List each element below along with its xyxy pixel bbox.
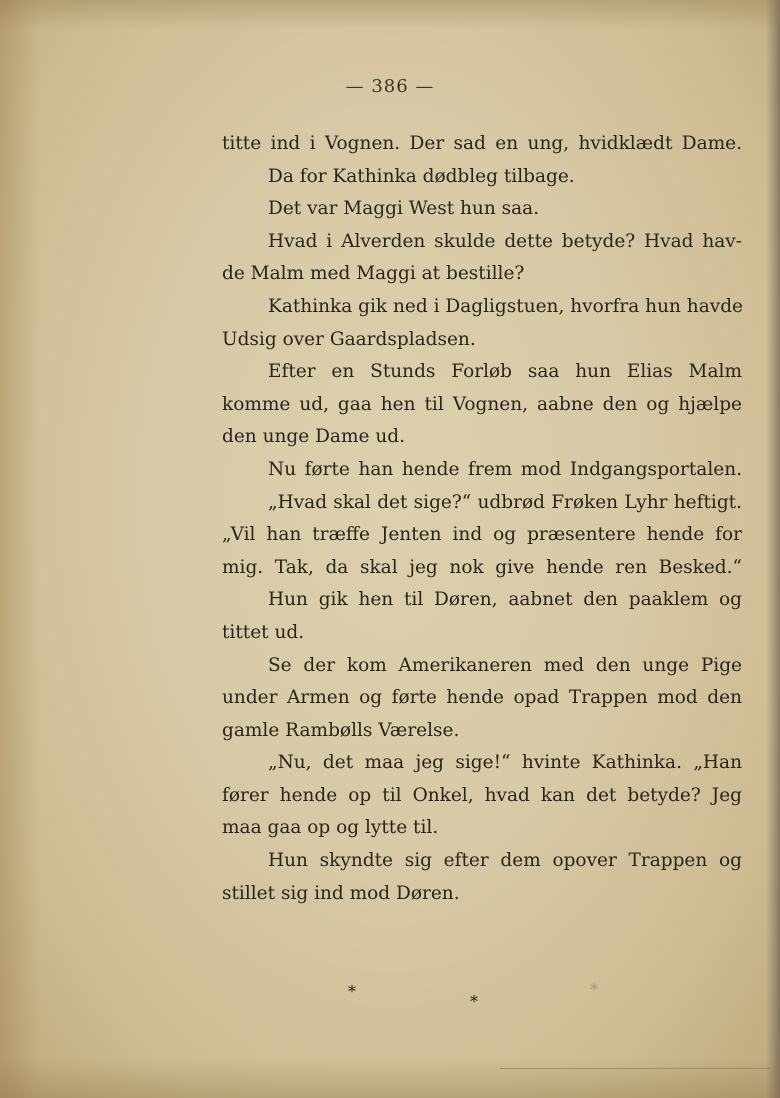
- text-line: Se der kom Amerikaneren med den unge Pige: [268, 654, 742, 676]
- text-line: Hvad i Alverden skulde dette betyde? Hvad hav-: [268, 230, 742, 252]
- body-text: [222, 128, 742, 910]
- page-number-header: — 386 —: [345, 76, 435, 97]
- page-edge-shadow-bottom: [0, 1058, 780, 1098]
- text-line: Efter en Stunds Forløb saa hun Elias Malm: [268, 361, 742, 383]
- text-line: maa gaa op og lytte til.: [222, 817, 439, 839]
- text-line: „Nu, det maa jeg sige!“ hvinte Kathinka. „Han: [268, 752, 742, 774]
- text-line: „Vil han træffe Jenten ind og præsentere hende for: [222, 524, 742, 546]
- section-separator: [0, 982, 780, 1012]
- page-fold-line: [500, 1068, 770, 1069]
- text-line: Da for Kathinka dødbleg tilbage.: [268, 165, 575, 187]
- text-line: gamle Rambølls Værelse.: [222, 719, 460, 741]
- separator-star: *: [348, 982, 356, 1001]
- separator-star-faint: *: [590, 980, 598, 999]
- text-line: Kathinka gik ned i Dagligstuen, hvorfra hun havde: [268, 295, 743, 317]
- text-line: Hun gik hen til Døren, aabnet den paaklem og: [268, 589, 742, 611]
- page-edge-shadow-top: [0, 0, 780, 30]
- text-line: den unge Dame ud.: [222, 426, 405, 448]
- text-line: Udsig over Gaardspladsen.: [222, 328, 476, 350]
- text-line: komme ud, gaa hen til Vognen, aabne den og hjælpe: [222, 393, 742, 415]
- text-line: „Hvad skal det sige?“ udbrød Frøken Lyhr heftigt.: [268, 491, 742, 513]
- text-line: de Malm med Maggi at bestille?: [222, 263, 525, 285]
- separator-star: *: [470, 992, 478, 1011]
- text-line: Det var Maggi West hun saa.: [268, 198, 540, 220]
- text-line: under Armen og førte hende opad Trappen mod den: [222, 687, 742, 709]
- text-line: mig. Tak, da skal jeg nok give hende ren Besked.“: [222, 556, 742, 578]
- text-line: titte ind i Vognen. Der sad en ung, hvidklædt Dame.: [222, 133, 742, 154]
- text-line: tittet ud.: [222, 621, 305, 643]
- page-edge-shadow-right: [766, 0, 780, 1098]
- text-line: Hun skyndte sig efter dem opover Trappen og: [268, 850, 742, 872]
- text-line: stillet sig ind mod Døren.: [222, 882, 460, 904]
- page-edge-shadow-left: [0, 0, 40, 1098]
- text-line: fører hende op til Onkel, hvad kan det betyde? Jeg: [222, 784, 742, 806]
- text-line: Nu førte han hende frem mod Indgangsportalen.: [268, 458, 742, 480]
